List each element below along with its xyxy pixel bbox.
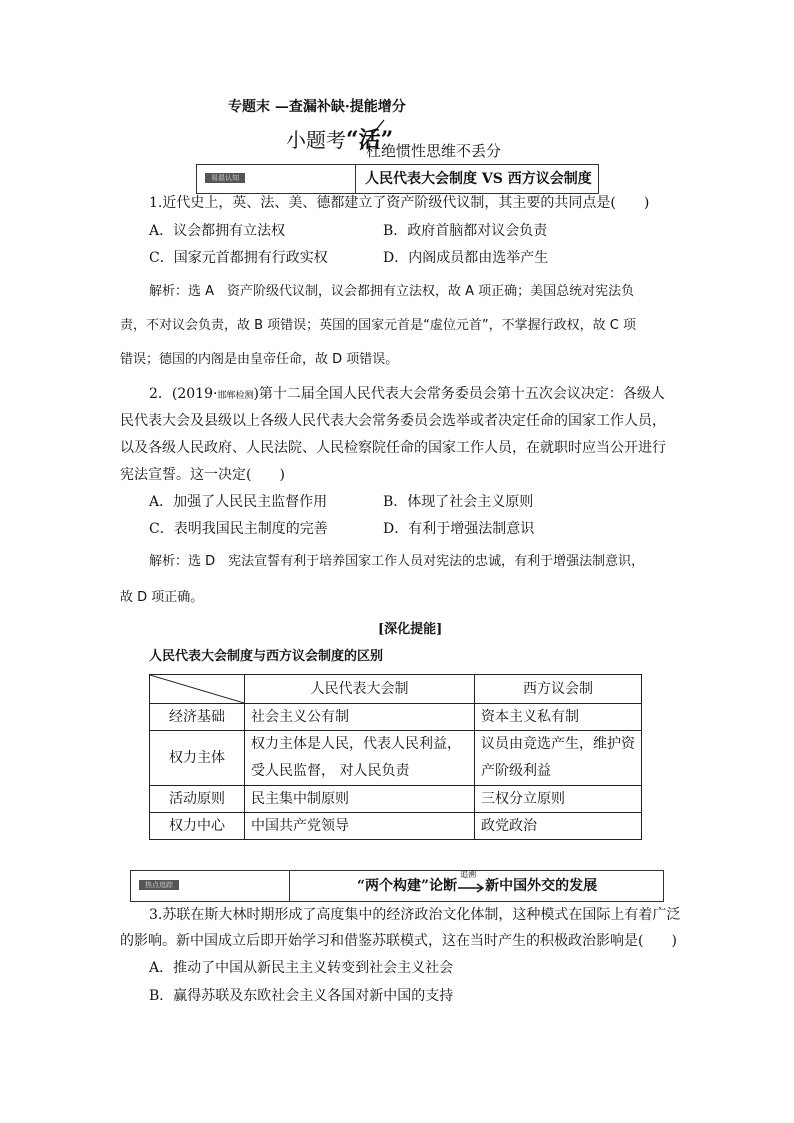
table-row-label: 权力中心 [150,813,245,840]
question-1-analysis-line-2: 责，不对议会负责，故 B 项错误；英国的国家元首是“虚位元首”，不掌握行政权，故 C 项 [120,318,636,333]
table-row-label: 经济基础 [150,704,245,731]
page-subtitle: 杜绝惯性思维不丢分 [366,142,502,160]
table-row [150,786,642,813]
question-2-source: 邯郸检测 [217,391,254,401]
table-row-label: 权力主体 [150,731,245,786]
question-2-stem-line-4: 宪法宣誓。这一决定( ) [120,467,285,483]
question-3-option-b: B．赢得苏联及东欧社会主义各国对新中国的支持 [149,988,454,1004]
banner-arrow [457,870,485,896]
question-2-option-b: B．体现了社会主义原则 [383,494,534,510]
table-row [150,813,642,840]
topic-banner-1 [196,164,599,194]
question-1-analysis-line-1: 解析：选 A 资产阶级代议制，议会都拥有立法权，故 A 项正确；美国总统对宪法负 [149,284,635,299]
question-1-option-c: C．国家元首都拥有行政实权 [149,250,328,266]
question-2-stem-line-1 [149,384,665,406]
table-cell: 中国共产党领导 [245,813,475,840]
table-header-row [150,675,642,704]
table-cell: 资本主义私有制 [475,704,642,731]
table-title: 人民代表大会制度与西方议会制度的区别 [149,649,384,664]
table-row [150,731,642,786]
deepen-heading: [深化提能] [378,622,443,637]
arrow-right-icon [457,876,485,896]
table-cell: 民主集中制原则 [245,786,475,813]
table-corner-cell [150,675,245,704]
table-cell: 政党政治 [475,813,642,840]
question-2-stem-line-2: 民代表大会及县级以上各级人民代表大会常务委员会选举或者决定任命的国家工作人员， [120,413,666,429]
banner-title [357,870,598,896]
question-2-analysis-line-2: 故 D 项正确。 [120,590,204,605]
banner-title-right: 新中国外交的发展 [485,878,598,894]
table-cell-line: 产阶级利益 [481,763,551,779]
table-cell-line: 受人民监督， 对人民负责 [251,763,410,779]
question-2-analysis-line-1: 解析：选 D 宪法宣誓有利于培养国家工作人员对宪法的忠诚，有利于增强法制意识， [149,554,645,569]
question-2-stem-text: )第十二届全国人民代表大会常务委员会第十五次会议决定：各级人 [253,386,665,402]
question-2-option-a: A．加强了人民民主监督作用 [149,494,328,510]
table-header-cell: 人民代表大会制 [245,675,475,704]
question-3-stem-line-2: 的影响。新中国成立后即开始学习和借鉴苏联模式，这在当时产生的积极政治影响是( ) [120,933,677,949]
table-cell: 社会主义公有制 [245,704,475,731]
title-prefix: 小题考 [286,128,346,152]
banner-arrow-label: 追溯 [460,870,477,879]
question-1-option-a: A．议会都拥有立法权 [149,223,286,239]
banner-tag: 易混认知 [205,173,245,183]
question-2-number: 2．(2019· [149,386,218,402]
table-cell: 三权分立原则 [475,786,642,813]
question-2-stem-line-3: 以及各级人民政府、人民法院、人民检察院任命的国家工作人员，在就职时应当公开进行 [120,440,666,456]
table-cell-line: 议员由竞选产生，维护资 [481,736,635,752]
banner-title: 人民代表大会制度 VS 西方议会制度 [365,171,592,187]
question-1-stem: 1.近代史上，英、法、美、德都建立了资产阶级代议制，其主要的共同点是( ) [149,195,650,211]
table-row-label: 活动原则 [150,786,245,813]
question-1-option-d: D．内阁成员都由选举产生 [383,250,549,266]
banner-title-left: “两个构建”论断 [357,878,458,894]
question-1-option-b: B．政府首脑都对议会负责 [383,223,548,239]
question-2-option-d: D．有利于增强法制意识 [383,521,535,537]
table-cell [475,731,642,786]
question-2-option-c: C．表明我国民主制度的完善 [149,521,328,537]
question-3-stem-line-1: 3.苏联在斯大林时期形成了高度集中的经济政治文化体制，这种模式在国际上有着广泛 [149,907,681,923]
table-cell-line: 权力主体是人民，代表人民利益， [251,736,461,752]
topic-banner-2 [130,870,664,902]
section-header: 专题末 —查漏补缺·提能增分 [228,99,406,115]
comparison-table [149,674,642,840]
table-cell [245,731,475,786]
table-row [150,704,642,731]
table-header-cell: 西方议会制 [475,675,642,704]
question-3-option-a: A．推动了中国从新民主主义转变到社会主义社会 [149,960,454,976]
question-1-analysis-line-3: 错误；德国的内阁是由皇帝任命，故 D 项错误。 [120,352,399,367]
title-quote: “活” [346,127,394,153]
banner-tag: 热点追踪 [139,880,179,890]
